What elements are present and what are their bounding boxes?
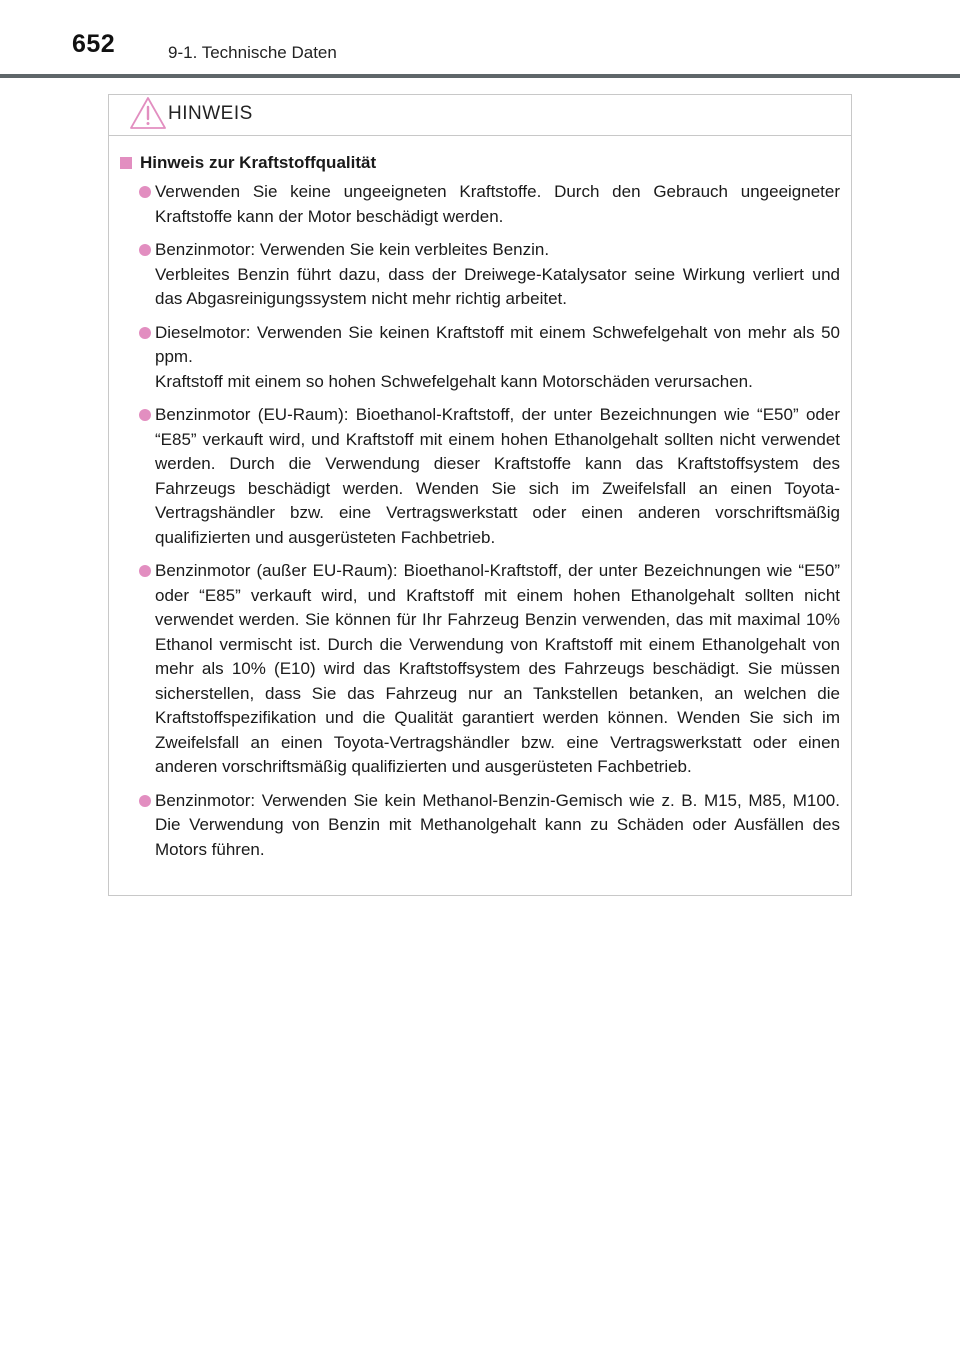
sub-heading	[120, 153, 840, 173]
notice-box	[108, 94, 852, 896]
item-text: Benzinmotor: Verwenden Sie kein verbleites Benzin.	[155, 240, 550, 259]
item-text: Benzinmotor: Verwenden Sie kein Methanol-Benzin-Gemisch wie z. B. M15, M85, M100. Die Verwendung von Benzin mit Methanolgehalt kann zu Schäden oder Ausfällen des Motors führen.	[155, 790, 840, 859]
section-title: 9-1. Technische Daten	[168, 43, 337, 62]
notice-body	[109, 136, 851, 862]
warning-triangle-icon	[129, 96, 167, 130]
item-text: Verbleites Benzin führt dazu, dass der Dreiwege-Katalysator seine Wirkung verliert und das Abgasreinigungssystem nicht mehr richtig arbeitet.	[155, 264, 840, 308]
item-text: Verwenden Sie keine ungeeigneten Kraftstoffe. Durch den Gebrauch ungeeigneter Kraftstoffe kann der Motor beschädigt werden.	[155, 182, 840, 226]
item-text: Benzinmotor (EU-Raum): Bioethanol-Kraftstoff, der unter Bezeichnungen wie “E50” oder “E85” verkauft wird, und Kraftstoff mit einem hohen Ethanolgehalt sollten nicht verwendet werden. Durch die Verwendung dieser Kraftstoffe kann das Kraftstoffsystem des Fahrzeugs beschädigt werden. Wenden Sie sich im Zweifelsfall an einen Toyota-Vertragshändler bzw. eine Vertragswerkstatt oder einen anderen vorschriftsmäßig qualifizierten und ausgerüsteten Fachbetrieb.	[155, 405, 840, 547]
bullet-dot-icon	[139, 327, 151, 339]
list-item	[120, 238, 840, 312]
list-item	[120, 321, 840, 395]
page-number: 652	[72, 30, 116, 58]
square-bullet-icon	[120, 157, 132, 169]
header-rule	[0, 74, 960, 78]
list-item	[120, 789, 840, 863]
notice-header	[109, 95, 851, 136]
list-item	[120, 559, 840, 780]
bullet-dot-icon	[139, 565, 151, 577]
item-text: Dieselmotor: Verwenden Sie keinen Kraftstoff mit einem Schwefelgehalt von mehr als 50 ppm.	[155, 322, 840, 366]
notice-title: HINWEIS	[168, 103, 253, 124]
list-item	[120, 403, 840, 550]
bullet-dot-icon	[139, 409, 151, 421]
item-text: Benzinmotor (außer EU-Raum): Bioethanol-Kraftstoff, der unter Bezeichnungen wie “E50” oder “E85” verkauft wird, und Kraftstoff mit einem hohen Ethanolgehalt sollten nicht verwendet werden. Sie können für Ihr Fahrzeug Benzin verwenden, das mit maximal 10% Ethanol vermischt ist. Durch die Verwendung von Kraftstoff mit einem Ethanolgehalt von mehr als 10% (E10) wird das Kraftstoffsystem des Fahrzeugs beschädigt. Sie müssen sicherstellen, dass Sie das Fahrzeug nur an Tankstellen betanken, an welchen die Kraftstoffspezifikation und die Qualität garantiert werden können. Wenden Sie sich im Zweifelsfall an einen Toyota-Vertragshändler bzw. eine Vertragswerkstatt oder einen anderen vorschriftsmäßig qualifizierten und ausgerüsteten Fachbetrieb.	[155, 561, 840, 776]
item-text: Kraftstoff mit einem so hohen Schwefelgehalt kann Motorschäden verursachen.	[155, 371, 753, 391]
bullet-dot-icon	[139, 244, 151, 256]
bullet-dot-icon	[139, 795, 151, 807]
list-item	[120, 180, 840, 229]
bullet-dot-icon	[139, 186, 151, 198]
sub-heading-text: Hinweis zur Kraftstoffqualität	[140, 153, 377, 172]
